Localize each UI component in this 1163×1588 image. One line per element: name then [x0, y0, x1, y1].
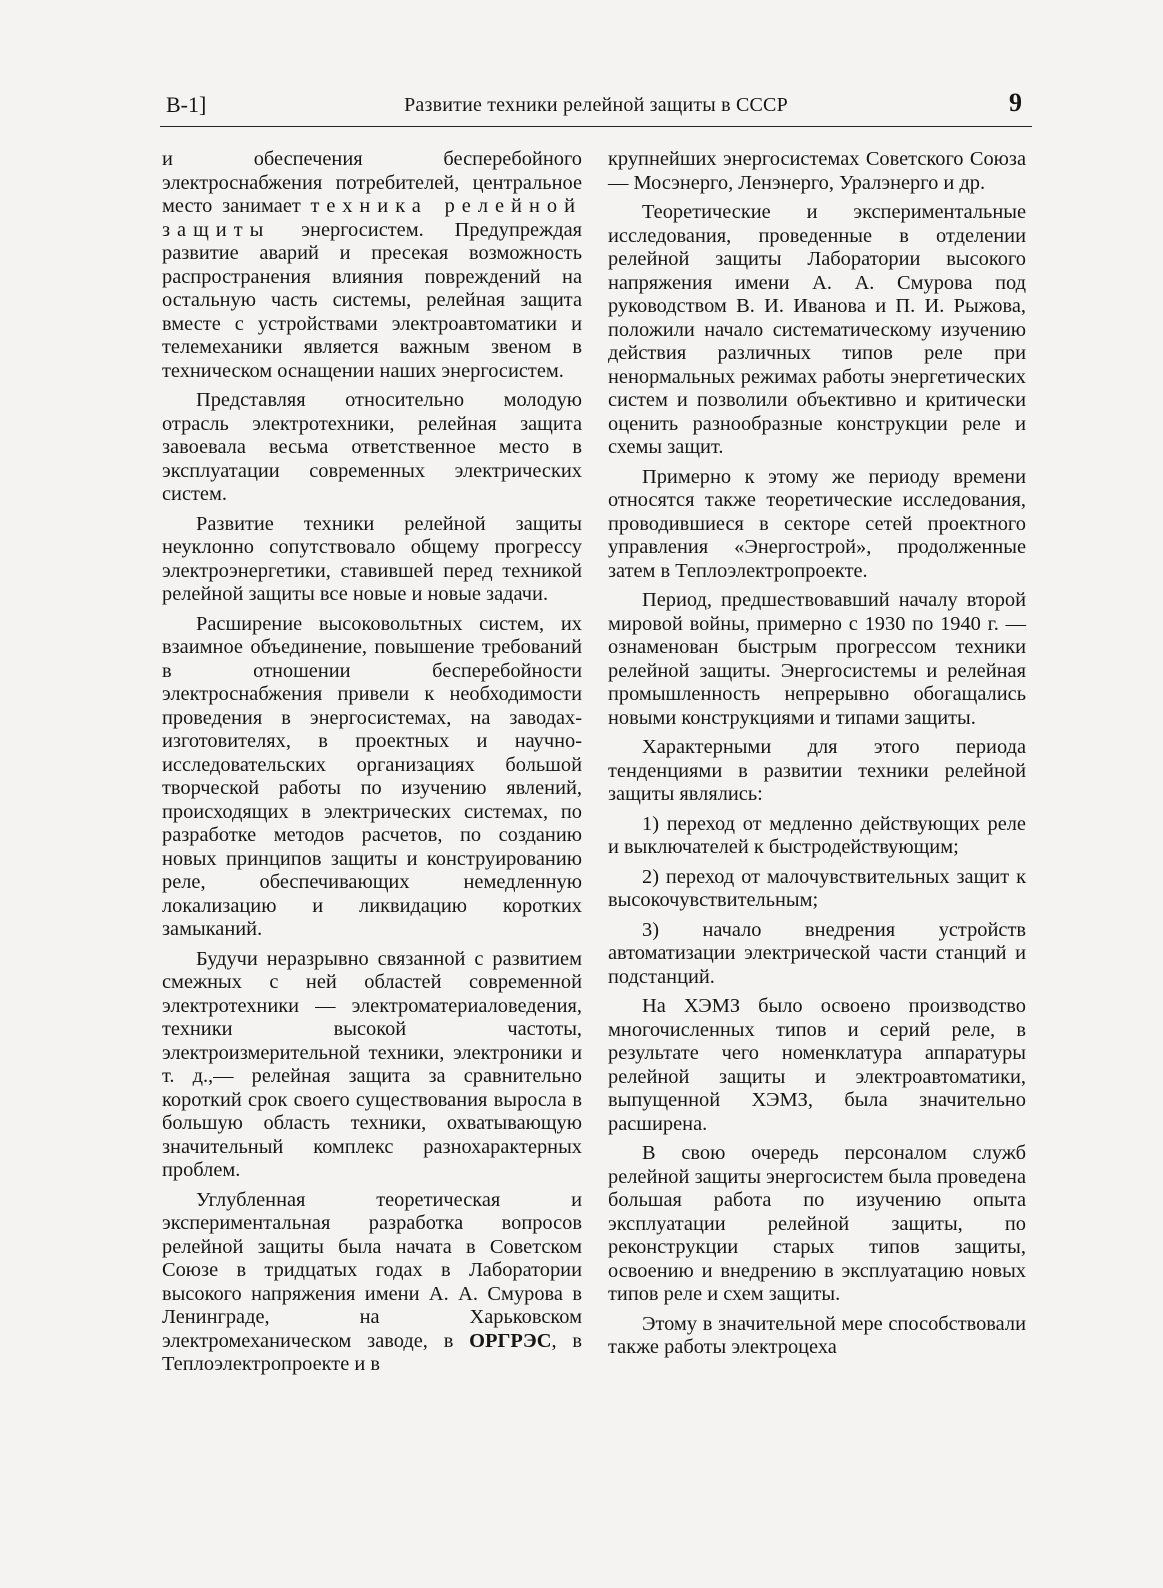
- left-column: [162, 148, 582, 1383]
- spaced-emphasis: техника релейной защиты: [162, 195, 582, 241]
- paragraph: Будучи неразрывно связанной с развитием смежных с ней областей современной электротехники — электроматериаловедения, техники высокой частоты, электроизмерительной техники, электроники и т. д.,— релейная защита за сравнительно короткий срок своего существования выросла в большую область техники, охватывающую значительный комплекс разнохарактерных проблем.: [162, 947, 582, 1181]
- paragraph: На ХЭМЗ было освоено производство многочисленных типов и серий реле, в результате чего номенклатура аппаратуры релейной защиты и электроавтоматики, выпущенной ХЭМЗ, была значительно расширена.: [608, 995, 1026, 1135]
- section-number: В-1]: [166, 92, 207, 117]
- paragraph: Период, предшествовавший началу второй мировой войны, примерно с 1930 по 1940 г. — ознаменован быстрым прогрессом техники релейной защиты. Энергосистемы и релейная промышленность непрерывно обогащались новыми конструкциями и типами защиты.: [608, 589, 1026, 729]
- list-item: 2) переход от малочувствительных защит к высокочувствительным;: [608, 865, 1026, 911]
- paragraph: [162, 1189, 582, 1377]
- bold-abbreviation: ОРГРЭС: [469, 1329, 552, 1352]
- paragraph: Развитие техники релейной защиты неуклонно сопутствовало общему прогрессу электроэнергетики, ставившей перед техникой релейной защиты все новые и новые задачи.: [162, 512, 582, 605]
- list-item: 3) начало внедрения устройств автоматизации электрической части станций и подстанций.: [608, 918, 1026, 988]
- paragraph: Теоретические и экспериментальные исследования, проведенные в отделении релейной защиты Лаборатории высокого напряжения имени А. А. Смурова под руководством В. И. Иванова и П. И. Рыжова, положили начало систематическому изучению действия различных типов реле при ненормальных режимах работы энергетических систем и позволили объективно и критически оценить разнообразные конструкции реле и схемы защит.: [608, 201, 1026, 458]
- running-head: [160, 88, 1032, 127]
- paragraph: В свою очередь персоналом служб релейной защиты энергосистем была проведена большая работа по изучению опыта эксплуатации релейной защиты, по реконструкции старых типов защиты, освоению и внедрению в эксплуатацию новых типов реле и схем защиты.: [608, 1142, 1026, 1305]
- right-column: [608, 148, 1026, 1366]
- paragraph: крупнейших энергосистемах Советского Союза — Мосэнерго, Ленэнерго, Уралэнерго и др.: [608, 148, 1026, 194]
- paragraph: Характерными для этого периода тенденциями в развитии техники релейной защиты являлись:: [608, 736, 1026, 805]
- page-number: 9: [1009, 88, 1022, 117]
- text-run: и обеспечения бесперебойного электроснабжения потребителей, центральное место занимает: [162, 148, 582, 217]
- paragraph: Расширение высоковольтных систем, их взаимное объединение, повышение требований в отношении бесперебойности электроснабжения привели к необходимости проведения в энергосистемах, на заводах-изготовителях, в проектных и научно-исследовательских организациях большой творческой работы по изучению явлений, происходящих в электрических системах, по разработке методов расчетов, по созданию новых принципов защиты и конструированию реле, обеспечивающих немедленную локализацию и ликвидацию коротких замыканий.: [162, 612, 582, 940]
- list-item: 1) переход от медленно действующих реле и выключателей к быстродействующим;: [608, 812, 1026, 858]
- text-run: , в Теплоэлектропроекте и в: [162, 1329, 582, 1375]
- paragraph: Этому в значительной мере способствовали также работы электроцеха: [608, 1312, 1026, 1358]
- paragraph: [162, 148, 582, 383]
- paragraph: Примерно к этому же периоду времени относятся также теоретические исследования, проводившиеся в секторе сетей проектного управления «Энергострой», продолженные затем в Теплоэлектропроекте.: [608, 465, 1026, 582]
- text-run: энергосистем. Предупреждая развитие аварий и пресекая возможность распространения влияния повреждений на остальную часть системы, релейная защита вместе с устройствами электроавтоматики и телемеханики является важным звеном в техническом оснащении наших энергосистем.: [162, 218, 582, 382]
- running-title: Развитие техники релейной защиты в СССР: [404, 94, 788, 116]
- text-run: Углубленная теоретическая и экспериментальная разработка вопросов релейной защиты была начата в Советском Союзе в тридцатых годах в Лаборатории высокого напряжения имени А. А. Смурова в Ленинграде, на Харьковском электромеханическом заводе, в: [162, 1188, 582, 1352]
- paragraph: Представляя относительно молодую отрасль электротехники, релейная защита завоевала весьма ответственное место в эксплуатации современных электрических систем.: [162, 389, 582, 505]
